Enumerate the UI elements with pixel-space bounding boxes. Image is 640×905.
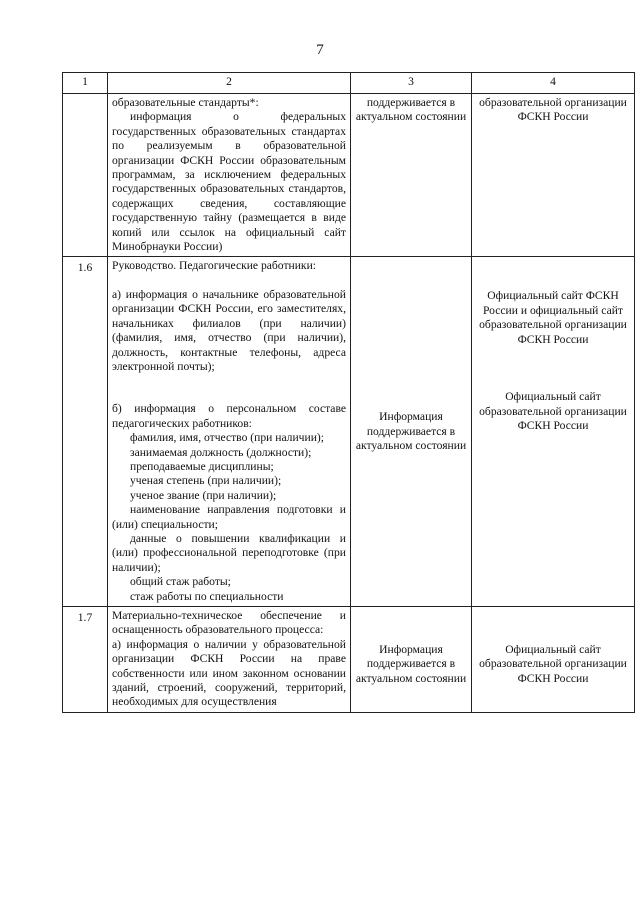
column-header-4: 4: [472, 73, 635, 94]
row-number-cell: 1.7: [63, 607, 108, 713]
item-a-text: а) информация о наличии у образовательной организации ФСКН России на праве собственности или ином законном основании зданий, строений, сооружений, территорий, необходимых для осуществления: [112, 637, 346, 709]
item-a-text: а) информация о начальнике образовательной организации ФСКН России, его заместителях, начальниках филиалов (при наличии) (фамилия, имя, отчество (при наличии), должность, контактные телефоны, адреса электронной почты);: [112, 287, 346, 373]
table-row-1-7: [63, 607, 635, 713]
list-item: наименование направления подготовки и (или) специальности;: [112, 503, 346, 531]
item-b-intro: б) информация о персональном составе педагогических работников:: [112, 402, 346, 430]
status-cell: поддерживается в актуальном состоянии: [351, 94, 472, 257]
table-header-row: [63, 73, 635, 94]
location-cell: [472, 257, 635, 607]
column-header-1: 1: [63, 73, 108, 94]
table-row-1-6: [63, 257, 635, 607]
content-line-body: информация о федеральных государственных образовательных стандартах по реализуемым в образовательной организации ФСКН России образовательным программам, за исключением федеральных государственных образовательных стандартов, содержащих сведения, составляющие государственную тайну (размещается в виде копий или ссылок на официальный сайт Минобрнауки России): [112, 110, 346, 254]
content-cell: [108, 257, 351, 607]
table-row-continuation: [63, 94, 635, 257]
list-item: стаж работы по специальности: [130, 589, 284, 603]
row-number-cell: [63, 94, 108, 257]
content-cell: [108, 607, 351, 713]
page-number: 7: [316, 42, 324, 58]
column-header-2: 2: [108, 73, 351, 94]
list-item: ученая степень (при наличии);: [130, 474, 282, 488]
location-cell: Официальный сайт образовательной организации ФСКН России: [472, 607, 635, 713]
list-item: занимаемая должность (должности);: [130, 445, 312, 459]
status-cell: Информация поддерживается в актуальном состоянии: [351, 607, 472, 713]
list-item: преподаваемые дисциплины;: [130, 459, 274, 473]
list-item: фамилия, имя, отчество (при наличии);: [130, 431, 324, 445]
content-cell: [108, 94, 351, 257]
content-line-heading: образовательные стандарты*:: [112, 96, 259, 109]
information-table: [62, 72, 635, 713]
section-title: Материально-техническое обеспечение и оснащенность образовательного процесса:: [112, 609, 346, 637]
status-cell: Информация поддерживается в актуальном состоянии: [351, 257, 472, 607]
location-a-text: Официальный сайт ФСКН России и официальный сайт образовательной организации ФСКН России: [479, 289, 627, 346]
section-title: Руководство. Педагогические работники:: [112, 259, 316, 273]
column-header-3: 3: [351, 73, 472, 94]
list-item: общий стаж работы;: [130, 575, 231, 589]
location-b-text: Официальный сайт образовательной организации ФСКН России: [479, 390, 627, 432]
list-item: данные о повышении квалификации и (или) профессиональной переподготовке (при наличии);: [112, 531, 346, 574]
location-cell: образовательной организации ФСКН России: [472, 94, 635, 257]
row-number-cell: 1.6: [63, 257, 108, 607]
list-item: ученое звание (при наличии);: [130, 488, 277, 502]
